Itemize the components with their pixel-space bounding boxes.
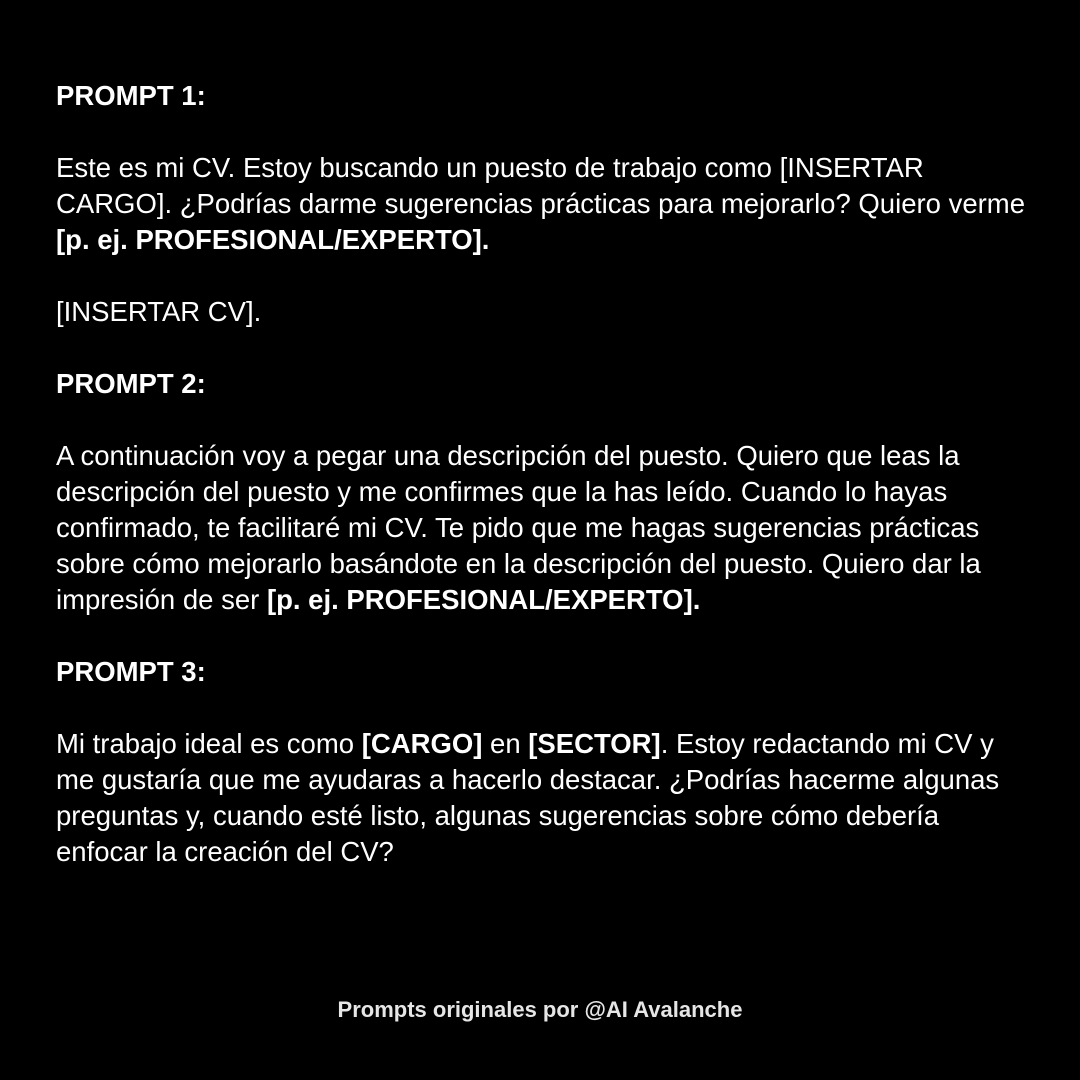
- prompt-3-heading: PROMPT 3:: [56, 656, 206, 687]
- prompt-2-text-plain: A continuación voy a pegar una descripción del puesto. Quiero que leas la descripción del puesto y me confirmes que la has leído. Cuando lo hayas confirmado, te facilitaré mi CV. Te pido que me hagas sugerencias prácticas sobre cómo mejorarlo basándote en la descripción del puesto. Quiero dar la impresión de ser: [56, 440, 981, 615]
- prompt-1-text: [56, 150, 1031, 258]
- prompts-document: [56, 78, 1031, 870]
- prompt-1-placeholder-bold: [p. ej. PROFESIONAL/EXPERTO].: [56, 224, 490, 255]
- prompt-2-section: [56, 366, 1031, 618]
- spacer: [56, 258, 1031, 294]
- prompt-1-insert-cv: [INSERTAR CV].: [56, 296, 262, 327]
- spacer: [56, 690, 1031, 726]
- prompt-3-text-plain-b: en: [482, 728, 529, 759]
- spacer: [56, 402, 1031, 438]
- prompt-3-sector-bold: [SECTOR]: [528, 728, 661, 759]
- spacer: [56, 114, 1031, 150]
- prompt-3-text: [56, 726, 1031, 870]
- prompt-1-section: [56, 78, 1031, 330]
- prompt-2-heading: PROMPT 2:: [56, 368, 206, 399]
- prompt-3-cargo-bold: [CARGO]: [361, 728, 483, 759]
- prompt-2-placeholder-bold: [p. ej. PROFESIONAL/EXPERTO].: [266, 584, 701, 615]
- footer-credit: Prompts originales por @AI Avalanche: [337, 997, 743, 1022]
- prompt-2-text: [56, 438, 1031, 618]
- prompt-1-text-plain: Este es mi CV. Estoy buscando un puesto de trabajo como [INSERTAR CARGO]. ¿Podrías darme sugerencias prácticas para mejorarlo? Quiero verme: [56, 152, 1025, 219]
- spacer: [56, 618, 1031, 654]
- prompt-1-heading: PROMPT 1:: [56, 80, 206, 111]
- prompt-3-text-plain-a: Mi trabajo ideal es como: [56, 728, 362, 759]
- prompt-3-section: [56, 654, 1031, 870]
- spacer: [56, 330, 1031, 366]
- prompt-3-text-plain-c: . Estoy redactando mi CV y me gustaría que me ayudaras a hacerlo destacar. ¿Podrías hacerme algunas preguntas y, cuando esté listo, algunas sugerencias sobre cómo debería enfocar la creación del CV?: [56, 728, 1000, 867]
